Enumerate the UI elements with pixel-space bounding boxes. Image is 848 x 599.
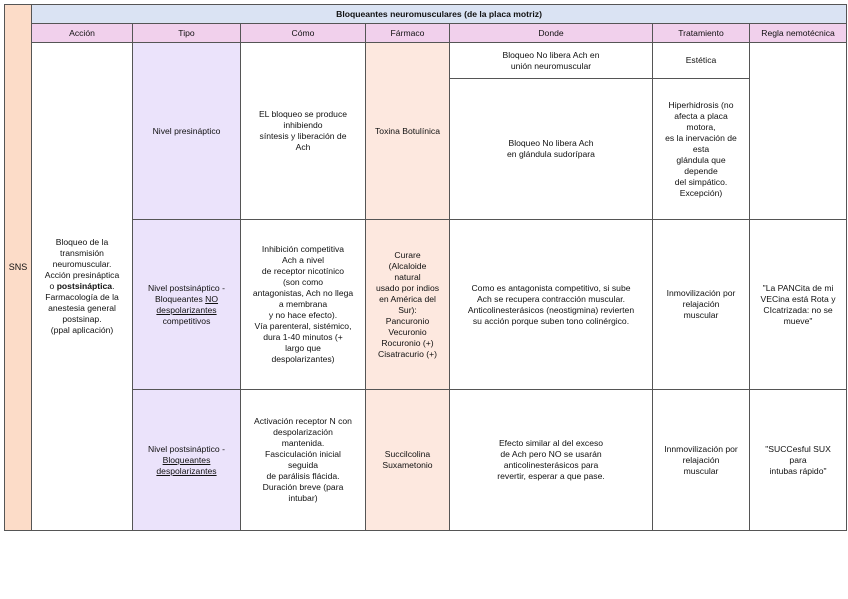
header-regla: Regla nemotécnica [750,24,847,43]
tipo-no-despolarizantes [133,220,241,390]
header-tipo: Tipo [133,24,241,43]
tipo-no-despolarizantes-1: Nivel postsináptico - Bloqueantes [148,282,225,304]
como-despolarizantes: Activación receptor N con despolarización mantenida. Fasciculación inicial seguida de parálisis flácida. Duración breve (para intubar) [241,390,366,531]
regla-despolarizantes: "SUCCesful SUX para intubas rápido" [750,390,847,531]
tipo-no-despolarizantes-underlined: NO despolarizantes [156,293,219,315]
regla-no-despolarizantes: "La PANCita de mi VECina está Rota y CIcatrizada: no se mueve" [750,220,847,390]
regla-presinaptico-empty [750,43,847,220]
tratamiento-despolarizantes: Innmovilización por relajación muscular [653,390,750,531]
tipo-no-despolarizantes-2: competitivos [162,315,211,326]
accion-cell [32,43,133,531]
como-presinaptico: EL bloqueo se produce inhibiendo síntesis y liberación de Ach [241,43,366,220]
header-farmaco: Fármaco [366,24,450,43]
tipo-despolarizantes-underlined: Bloqueantes despolarizantes [156,454,217,476]
tratamiento-presinaptico-1: Estética [653,43,750,79]
tipo-despolarizantes [133,390,241,531]
header-accion: Acción [32,24,133,43]
header-como: Cómo [241,24,366,43]
tratamiento-presinaptico-2: Hiperhidrosis (no afecta a placa motora, es la inervación de esta glándula que depende del simpático. Excepción) [653,79,750,220]
como-no-despolarizantes: Inhibición competitiva Ach a nivel de receptor nicotínico (son como antagonistas, Ach no llega a membrana y no hace efecto). Vía parenteral, sistémico, dura 1-40 minutos (+ largo que despolarizantes) [241,220,366,390]
tipo-despolarizantes-1: Nivel postsináptico - [148,443,225,454]
farmaco-no-despolarizantes: Curare (Alcaloide natural usado por indios en América del Sur): Pancuronio Vecuronio Rocuronio (+) Cisatracurio (+) [366,220,450,390]
donde-presinaptico-1: Bloqueo No libera Ach en unión neuromuscular [450,43,653,79]
header-tratamiento: Tratamiento [653,24,750,43]
accion-text-1: Bloqueo de la transmisión neuromuscular. Acción presináptica o [44,237,120,291]
neuromuscular-blockers-table [4,4,847,531]
donde-despolarizantes: Efecto similar al del exceso de Ach pero NO se usarán anticolinesterásicos para revertir, esperar a que pase. [450,390,653,531]
sns-label-cell [5,5,32,531]
header-donde: Donde [450,24,653,43]
farmaco-presinaptico: Toxina Botulínica [366,43,450,220]
sns-label: SNS [8,261,28,272]
tipo-presinaptico: Nivel presináptico [133,43,241,220]
donde-presinaptico-2: Bloqueo No libera Ach en glándula sudorípara [450,79,653,220]
accion-text-2: . Farmacología de la anestesia general postsinap. (ppal aplicación) [45,281,119,335]
accion-text-bold: postsináptica [56,281,113,291]
farmaco-despolarizantes: Succilcolina Suxametonio [366,390,450,531]
table-title: Bloqueantes neuromusculares (de la placa motriz) [32,5,847,24]
donde-no-despolarizantes: Como es antagonista competitivo, si sube Ach se recupera contracción muscular. Anticolinesterásicos (neostigmina) revierten su acción porque suben tono colinérgico. [450,220,653,390]
tratamiento-no-despolarizantes: Inmovilización por relajación muscular [653,220,750,390]
